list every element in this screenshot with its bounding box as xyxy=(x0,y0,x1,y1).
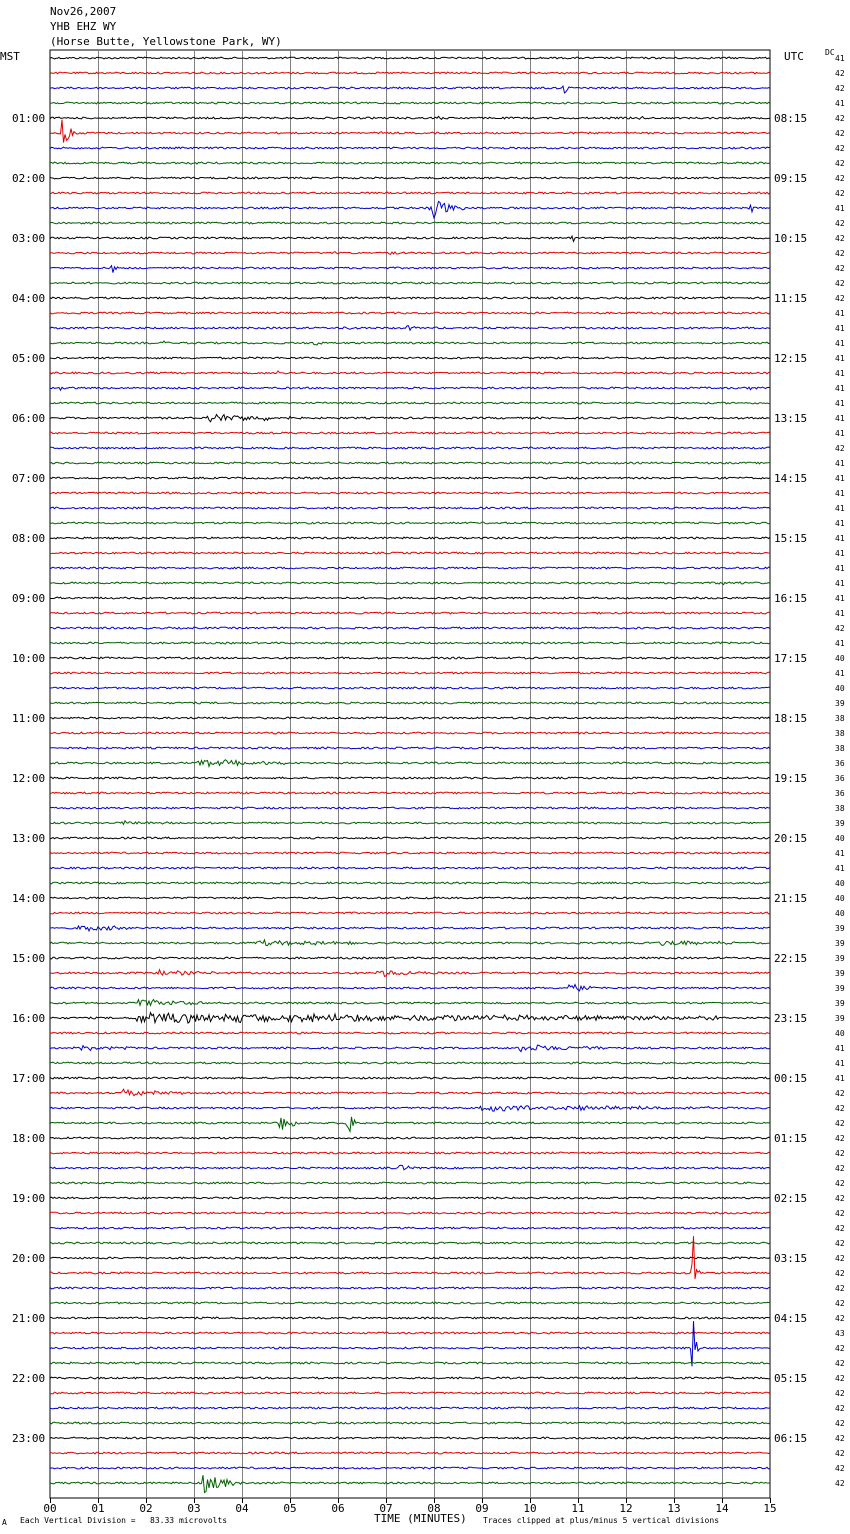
trace-line xyxy=(50,162,770,164)
mst-hour-label: 20:00 xyxy=(12,1252,46,1265)
x-tick-label: 09 xyxy=(475,1502,489,1515)
trace-line xyxy=(50,1302,770,1304)
dc-offset-value: 40 xyxy=(835,834,845,843)
trace-line xyxy=(50,1212,770,1214)
utc-hour-label: 00:15 xyxy=(774,1072,808,1085)
dc-offset-value: 42 xyxy=(835,1149,845,1158)
mst-hour-label: 16:00 xyxy=(12,1012,46,1025)
dc-offset-header: DC xyxy=(825,48,835,57)
utc-hour-label: 01:15 xyxy=(774,1132,808,1145)
mst-hour-label: 01:00 xyxy=(12,112,46,125)
mst-hour-label: 14:00 xyxy=(12,892,46,905)
utc-hour-label: 05:15 xyxy=(774,1372,808,1385)
utc-hour-label: 09:15 xyxy=(774,172,808,185)
trace-line xyxy=(50,1422,770,1424)
trace-line xyxy=(50,807,770,809)
dc-offset-value: 41 xyxy=(835,564,845,573)
trace-line xyxy=(50,837,770,839)
dc-offset-value: 42 xyxy=(835,1479,845,1488)
dc-offset-value: 41 xyxy=(835,339,845,348)
x-tick-label: 11 xyxy=(571,1502,585,1515)
trace-line xyxy=(50,1137,770,1139)
trace-line xyxy=(50,1257,770,1259)
right-timezone-label: UTC xyxy=(784,50,804,63)
trace-line xyxy=(50,1362,770,1364)
dc-offset-value: 42 xyxy=(835,1254,845,1263)
trace-line xyxy=(50,1000,770,1006)
dc-offset-value: 41 xyxy=(835,864,845,873)
x-tick-label: 03 xyxy=(187,1502,201,1515)
dc-offset-value: 42 xyxy=(835,264,845,273)
dc-offset-value: 39 xyxy=(835,924,845,933)
dc-offset-value: 39 xyxy=(835,699,845,708)
trace-line xyxy=(50,120,770,143)
trace-line xyxy=(50,326,770,330)
dc-offset-value: 40 xyxy=(835,684,845,693)
corner-mark: A xyxy=(2,1518,7,1527)
dc-offset-value: 42 xyxy=(835,249,845,258)
dc-offset-value: 39 xyxy=(835,939,845,948)
x-tick-label: 02 xyxy=(139,1502,153,1515)
dc-offset-value: 36 xyxy=(835,759,845,768)
trace-line xyxy=(50,970,770,977)
trace-line xyxy=(50,821,770,825)
mst-hour-label: 18:00 xyxy=(12,1132,46,1145)
trace-line xyxy=(50,1392,770,1394)
dc-offset-value: 42 xyxy=(835,1419,845,1428)
trace-line xyxy=(50,102,770,104)
dc-offset-value: 42 xyxy=(835,1464,845,1473)
utc-hour-label: 08:15 xyxy=(774,112,808,125)
station-code: YHB EHZ WY xyxy=(50,20,117,33)
dc-offset-value: 41 xyxy=(835,369,845,378)
dc-offset-value: 41 xyxy=(835,1074,845,1083)
dc-offset-value: 39 xyxy=(835,999,845,1008)
dc-offset-value: 39 xyxy=(835,954,845,963)
dc-offset-value: 40 xyxy=(835,879,845,888)
mst-hour-label: 23:00 xyxy=(12,1432,46,1445)
x-tick-label: 08 xyxy=(427,1502,441,1515)
dc-offset-value: 39 xyxy=(835,969,845,978)
left-timezone-label: MST xyxy=(0,50,20,63)
trace-line xyxy=(50,672,770,674)
trace-line xyxy=(50,867,770,869)
dc-offset-value: 42 xyxy=(835,129,845,138)
dc-offset-value: 41 xyxy=(835,669,845,678)
dc-offset-value: 41 xyxy=(835,474,845,483)
dc-offset-value: 42 xyxy=(835,234,845,243)
trace-line xyxy=(50,687,770,689)
trace-line xyxy=(50,492,770,494)
dc-offset-value: 41 xyxy=(835,459,845,468)
dc-offset-value: 38 xyxy=(835,729,845,738)
trace-line xyxy=(50,1165,770,1170)
trace-line xyxy=(50,760,770,767)
trace-line xyxy=(50,57,770,59)
dc-offset-value: 42 xyxy=(835,1089,845,1098)
x-tick-label: 01 xyxy=(91,1502,105,1515)
utc-hour-label: 20:15 xyxy=(774,832,808,845)
trace-line xyxy=(50,192,770,194)
trace-line xyxy=(50,222,770,224)
trace-line xyxy=(50,552,770,554)
dc-offset-value: 42 xyxy=(835,84,845,93)
x-tick-label: 12 xyxy=(619,1502,633,1515)
mst-hour-label: 13:00 xyxy=(12,832,46,845)
trace-line xyxy=(50,642,770,644)
trace-line xyxy=(50,341,770,345)
utc-hour-label: 15:15 xyxy=(774,532,808,545)
x-tick-label: 04 xyxy=(235,1502,249,1515)
x-tick-label: 15 xyxy=(763,1502,777,1515)
dc-offset-value: 41 xyxy=(835,204,845,213)
trace-line xyxy=(50,985,770,991)
x-tick-label: 13 xyxy=(667,1502,681,1515)
trace-line xyxy=(50,371,770,374)
dc-offset-value: 41 xyxy=(835,384,845,393)
dc-offset-value: 42 xyxy=(835,1284,845,1293)
mst-hour-label: 03:00 xyxy=(12,232,46,245)
station-location: (Horse Butte, Yellowstone Park, WY) xyxy=(50,35,282,48)
trace-line xyxy=(50,1377,770,1379)
dc-offset-value: 42 xyxy=(835,1164,845,1173)
mst-hour-label: 07:00 xyxy=(12,472,46,485)
x-tick-label: 07 xyxy=(379,1502,393,1515)
trace-line xyxy=(50,1317,770,1319)
dc-offset-value: 42 xyxy=(835,114,845,123)
utc-hour-label: 16:15 xyxy=(774,592,808,605)
dc-offset-value: 42 xyxy=(835,1359,845,1368)
trace-line xyxy=(50,792,770,794)
axis-labels xyxy=(12,54,845,1515)
mst-hour-label: 12:00 xyxy=(12,772,46,785)
trace-line xyxy=(50,447,770,449)
x-tick-label: 00 xyxy=(43,1502,57,1515)
dc-offset-value: 42 xyxy=(835,1404,845,1413)
utc-hour-label: 14:15 xyxy=(774,472,808,485)
mst-hour-label: 05:00 xyxy=(12,352,46,365)
dc-offset-value: 42 xyxy=(835,624,845,633)
trace-line xyxy=(50,387,770,390)
dc-offset-value: 41 xyxy=(835,489,845,498)
dc-offset-value: 42 xyxy=(835,1434,845,1443)
trace-line xyxy=(50,1437,770,1439)
x-tick-label: 05 xyxy=(283,1502,297,1515)
dc-offset-value: 42 xyxy=(835,1224,845,1233)
mst-hour-label: 15:00 xyxy=(12,952,46,965)
dc-offset-value: 38 xyxy=(835,714,845,723)
utc-hour-label: 22:15 xyxy=(774,952,808,965)
dc-offset-value: 42 xyxy=(835,1449,845,1458)
trace-line xyxy=(50,201,770,218)
dc-offset-value: 41 xyxy=(835,354,845,363)
trace-line xyxy=(50,252,770,255)
trace-line xyxy=(50,177,770,179)
dc-offset-value: 42 xyxy=(835,69,845,78)
trace-line xyxy=(50,1077,770,1079)
mst-hour-label: 17:00 xyxy=(12,1072,46,1085)
trace-line xyxy=(50,236,770,241)
trace-line xyxy=(50,882,770,884)
trace-line xyxy=(50,1117,770,1132)
dc-offset-value: 41 xyxy=(835,54,845,63)
mst-hour-label: 11:00 xyxy=(12,712,46,725)
dc-offset-value: 41 xyxy=(835,504,845,513)
trace-line xyxy=(50,1152,770,1154)
mst-hour-label: 02:00 xyxy=(12,172,46,185)
utc-hour-label: 11:15 xyxy=(774,292,808,305)
trace-line xyxy=(50,72,770,74)
trace-line xyxy=(50,402,770,404)
dc-offset-value: 42 xyxy=(835,1344,845,1353)
dc-offset-value: 42 xyxy=(835,144,845,153)
mst-hour-label: 08:00 xyxy=(12,532,46,545)
trace-line xyxy=(50,1032,770,1034)
dc-offset-value: 42 xyxy=(835,174,845,183)
trace-line xyxy=(50,897,770,899)
trace-line xyxy=(50,777,770,779)
dc-offset-value: 40 xyxy=(835,1029,845,1038)
dc-offset-value: 41 xyxy=(835,519,845,528)
trace-line xyxy=(50,522,770,524)
clip-note: Traces clipped at plus/minus 5 vertical divisions xyxy=(483,1516,720,1525)
dc-offset-value: 42 xyxy=(835,294,845,303)
dc-offset-value: 41 xyxy=(835,1044,845,1053)
dc-offset-value: 42 xyxy=(835,1119,845,1128)
dc-offset-value: 41 xyxy=(835,639,845,648)
trace-line xyxy=(50,537,770,539)
x-tick-label: 10 xyxy=(523,1502,537,1515)
dc-offset-value: 41 xyxy=(835,1059,845,1068)
utc-hour-label: 13:15 xyxy=(774,412,808,425)
trace-line xyxy=(50,147,770,149)
mst-hour-label: 19:00 xyxy=(12,1192,46,1205)
dc-offset-value: 39 xyxy=(835,819,845,828)
dc-offset-value: 41 xyxy=(835,594,845,603)
trace-line xyxy=(50,86,770,93)
dc-offset-value: 36 xyxy=(835,774,845,783)
trace-line xyxy=(50,312,770,314)
utc-hour-label: 18:15 xyxy=(774,712,808,725)
utc-hour-label: 23:15 xyxy=(774,1012,808,1025)
dc-offset-value: 41 xyxy=(835,579,845,588)
trace-line xyxy=(50,1407,770,1409)
seismic-traces xyxy=(50,57,770,1492)
dc-offset-value: 41 xyxy=(835,429,845,438)
trace-line xyxy=(50,657,770,659)
dc-offset-value: 41 xyxy=(835,534,845,543)
trace-line xyxy=(50,612,770,614)
utc-hour-label: 10:15 xyxy=(774,232,808,245)
trace-line xyxy=(50,1467,770,1469)
trace-line xyxy=(50,462,770,464)
dc-offset-value: 38 xyxy=(835,804,845,813)
trace-line xyxy=(50,912,770,914)
dc-offset-value: 41 xyxy=(835,99,845,108)
trace-line xyxy=(50,266,770,273)
scale-note: Each Vertical Division = 83.33 microvolts xyxy=(20,1516,228,1525)
utc-hour-label: 04:15 xyxy=(774,1312,808,1325)
trace-line xyxy=(50,1287,770,1289)
dc-offset-value: 42 xyxy=(835,189,845,198)
trace-line xyxy=(50,940,770,946)
dc-offset-value: 42 xyxy=(835,1374,845,1383)
dc-offset-value: 40 xyxy=(835,894,845,903)
mst-hour-label: 06:00 xyxy=(12,412,46,425)
x-axis-title: TIME (MINUTES) xyxy=(374,1512,467,1525)
utc-hour-label: 21:15 xyxy=(774,892,808,905)
dc-offset-value: 41 xyxy=(835,549,845,558)
dc-offset-value: 42 xyxy=(835,1209,845,1218)
dc-offset-value: 41 xyxy=(835,609,845,618)
trace-line xyxy=(50,1475,770,1492)
utc-hour-label: 03:15 xyxy=(774,1252,808,1265)
dc-offset-value: 42 xyxy=(835,219,845,228)
dc-offset-value: 42 xyxy=(835,279,845,288)
trace-line xyxy=(50,116,770,119)
dc-offset-value: 43 xyxy=(835,1329,845,1338)
trace-line xyxy=(50,852,770,854)
trace-line xyxy=(50,1089,770,1096)
x-tick-label: 06 xyxy=(331,1502,345,1515)
utc-hour-label: 19:15 xyxy=(774,772,808,785)
trace-line xyxy=(50,1062,770,1064)
dc-offset-value: 41 xyxy=(835,399,845,408)
dc-offset-value: 41 xyxy=(835,849,845,858)
dc-offset-value: 42 xyxy=(835,1269,845,1278)
trace-line xyxy=(50,415,770,422)
trace-line xyxy=(50,297,770,299)
dc-offset-value: 42 xyxy=(835,444,845,453)
utc-hour-label: 12:15 xyxy=(774,352,808,365)
trace-line xyxy=(50,597,770,599)
dc-offset-value: 36 xyxy=(835,789,845,798)
trace-line xyxy=(50,1045,770,1052)
trace-line xyxy=(50,747,770,749)
utc-hour-label: 02:15 xyxy=(774,1192,808,1205)
mst-hour-label: 10:00 xyxy=(12,652,46,665)
trace-line xyxy=(50,627,770,629)
trace-line xyxy=(50,507,770,509)
dc-offset-value: 42 xyxy=(835,1134,845,1143)
dc-offset-value: 39 xyxy=(835,1014,845,1023)
dc-offset-value: 41 xyxy=(835,414,845,423)
trace-line xyxy=(50,357,770,359)
trace-line xyxy=(50,432,770,434)
dc-offset-value: 41 xyxy=(835,309,845,318)
dc-offset-value: 39 xyxy=(835,984,845,993)
trace-line xyxy=(50,1197,770,1199)
dc-offset-value: 42 xyxy=(835,1179,845,1188)
dc-offset-value: 42 xyxy=(835,1239,845,1248)
trace-line xyxy=(50,477,770,479)
trace-line xyxy=(50,582,770,585)
mst-hour-label: 22:00 xyxy=(12,1372,46,1385)
dc-offset-value: 40 xyxy=(835,909,845,918)
trace-line xyxy=(50,1242,770,1244)
dc-offset-value: 40 xyxy=(835,654,845,663)
trace-line xyxy=(50,702,770,704)
dc-offset-value: 42 xyxy=(835,1104,845,1113)
trace-line xyxy=(50,926,770,931)
trace-line xyxy=(50,1332,770,1334)
dc-offset-value: 38 xyxy=(835,744,845,753)
mst-hour-label: 21:00 xyxy=(12,1312,46,1325)
trace-line xyxy=(50,717,770,719)
plot-date: Nov26,2007 xyxy=(50,5,117,18)
mst-hour-label: 09:00 xyxy=(12,592,46,605)
trace-line xyxy=(50,1106,770,1112)
dc-offset-value: 42 xyxy=(835,159,845,168)
trace-line xyxy=(50,1227,770,1229)
utc-hour-label: 06:15 xyxy=(774,1432,808,1445)
trace-line xyxy=(50,1321,770,1366)
dc-offset-value: 41 xyxy=(835,324,845,333)
trace-line xyxy=(50,282,770,284)
trace-line xyxy=(50,1452,770,1454)
trace-line xyxy=(50,957,770,959)
dc-offset-value: 42 xyxy=(835,1314,845,1323)
dc-offset-value: 42 xyxy=(835,1389,845,1398)
trace-line xyxy=(50,732,770,734)
trace-line xyxy=(50,1013,770,1024)
utc-hour-label: 17:15 xyxy=(774,652,808,665)
dc-offset-value: 42 xyxy=(835,1299,845,1308)
mst-hour-label: 04:00 xyxy=(12,292,46,305)
dc-offset-value: 42 xyxy=(835,1194,845,1203)
trace-line xyxy=(50,567,770,569)
x-tick-label: 14 xyxy=(715,1502,729,1515)
trace-line xyxy=(50,1182,770,1184)
